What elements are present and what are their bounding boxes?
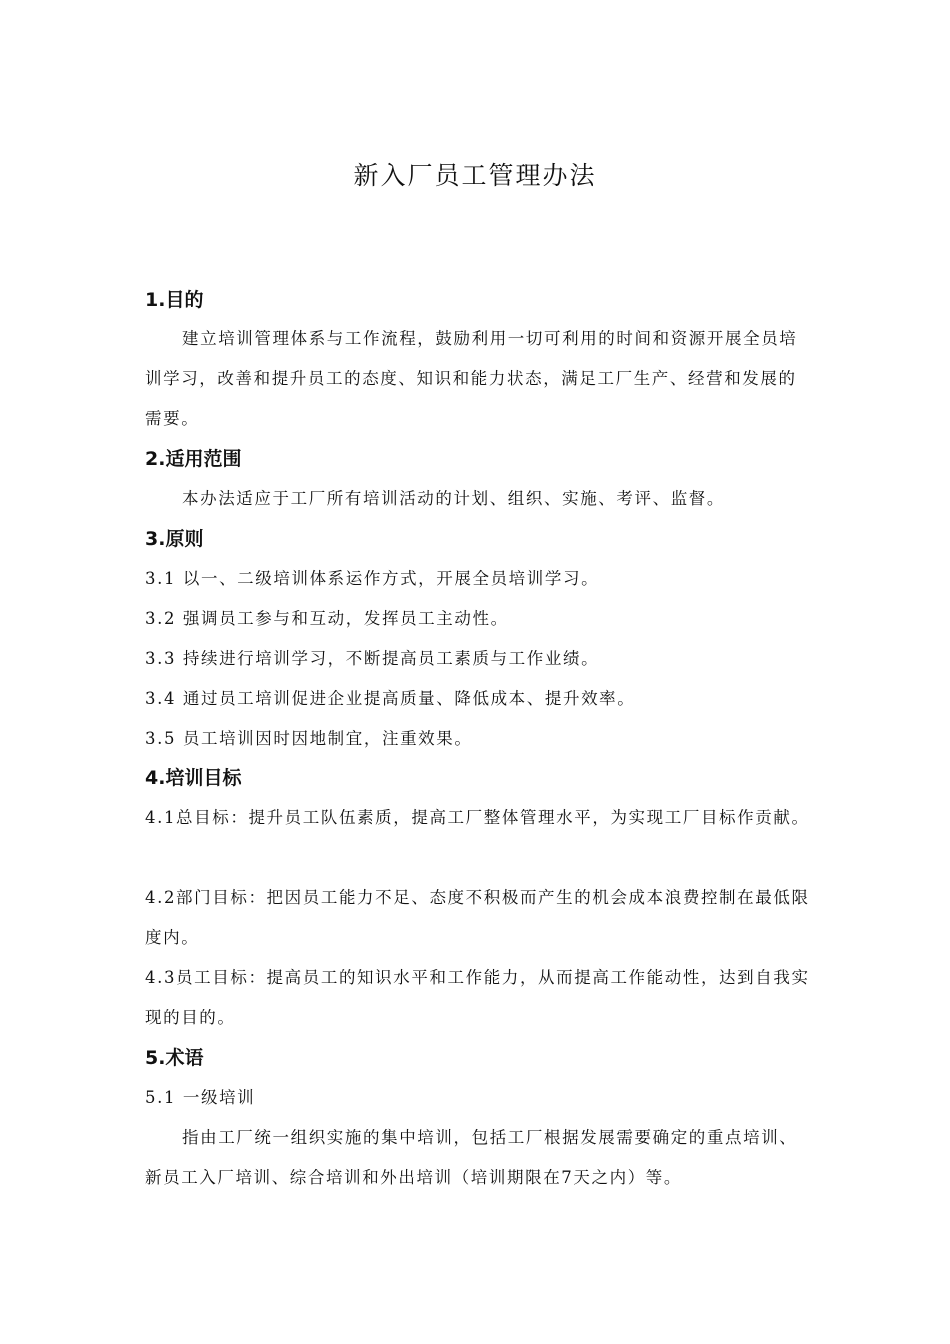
list-item: 4.1总目标：提升员工队伍素质，提高工厂整体管理水平，为实现工厂目标作贡献。 xyxy=(145,808,810,827)
list-item: 4.2部门目标：把因员工能力不足、态度不积极而产生的机会成本浪费控制在最低限度内。 xyxy=(145,888,810,947)
section-paragraph-purpose: 建立培训管理体系与工作流程，鼓励利用一切可利用的时间和资源开展全员培训学习，改善和提升员工的态度、知识和能力状态，满足工厂生产、经营和发展的需要。 xyxy=(145,329,798,428)
section-paragraph-terms: 指由工厂统一组织实施的集中培训，包括工厂根据发展需要确定的重点培训、新员工入厂培训、综合培训和外出培训（培训期限在7天之内）等。 xyxy=(145,1128,798,1187)
section-paragraph-scope: 本办法适应于工厂所有培训活动的计划、组织、实施、考评、监督。 xyxy=(182,489,725,508)
list-item: 3.4 通过员工培训促进企业提高质量、降低成本、提升效率。 xyxy=(145,689,636,708)
section-heading-terms: 5.术语 xyxy=(145,1047,204,1069)
list-item: 3.5 员工培训因时因地制宜，注重效果。 xyxy=(145,729,473,748)
list-item: 3.3 持续进行培训学习，不断提高员工素质与工作业绩。 xyxy=(145,649,600,668)
section-heading-purpose: 1.目的 xyxy=(145,289,204,311)
list-item: 3.1 以一、二级培训体系运作方式，开展全员培训学习。 xyxy=(145,569,600,588)
section-heading-goals: 4.培训目标 xyxy=(145,767,242,789)
document-title: 新入厂员工管理办法 xyxy=(353,161,597,190)
section-heading-scope: 2.适用范围 xyxy=(145,448,242,470)
list-item: 4.3员工目标：提高员工的知识水平和工作能力，从而提高工作能动性，达到自我实现的目的。 xyxy=(145,968,810,1027)
list-item: 3.2 强调员工参与和互动，发挥员工主动性。 xyxy=(145,609,509,628)
section-heading-principles: 3.原则 xyxy=(145,528,204,550)
sub-heading: 5.1 一级培训 xyxy=(145,1088,256,1107)
